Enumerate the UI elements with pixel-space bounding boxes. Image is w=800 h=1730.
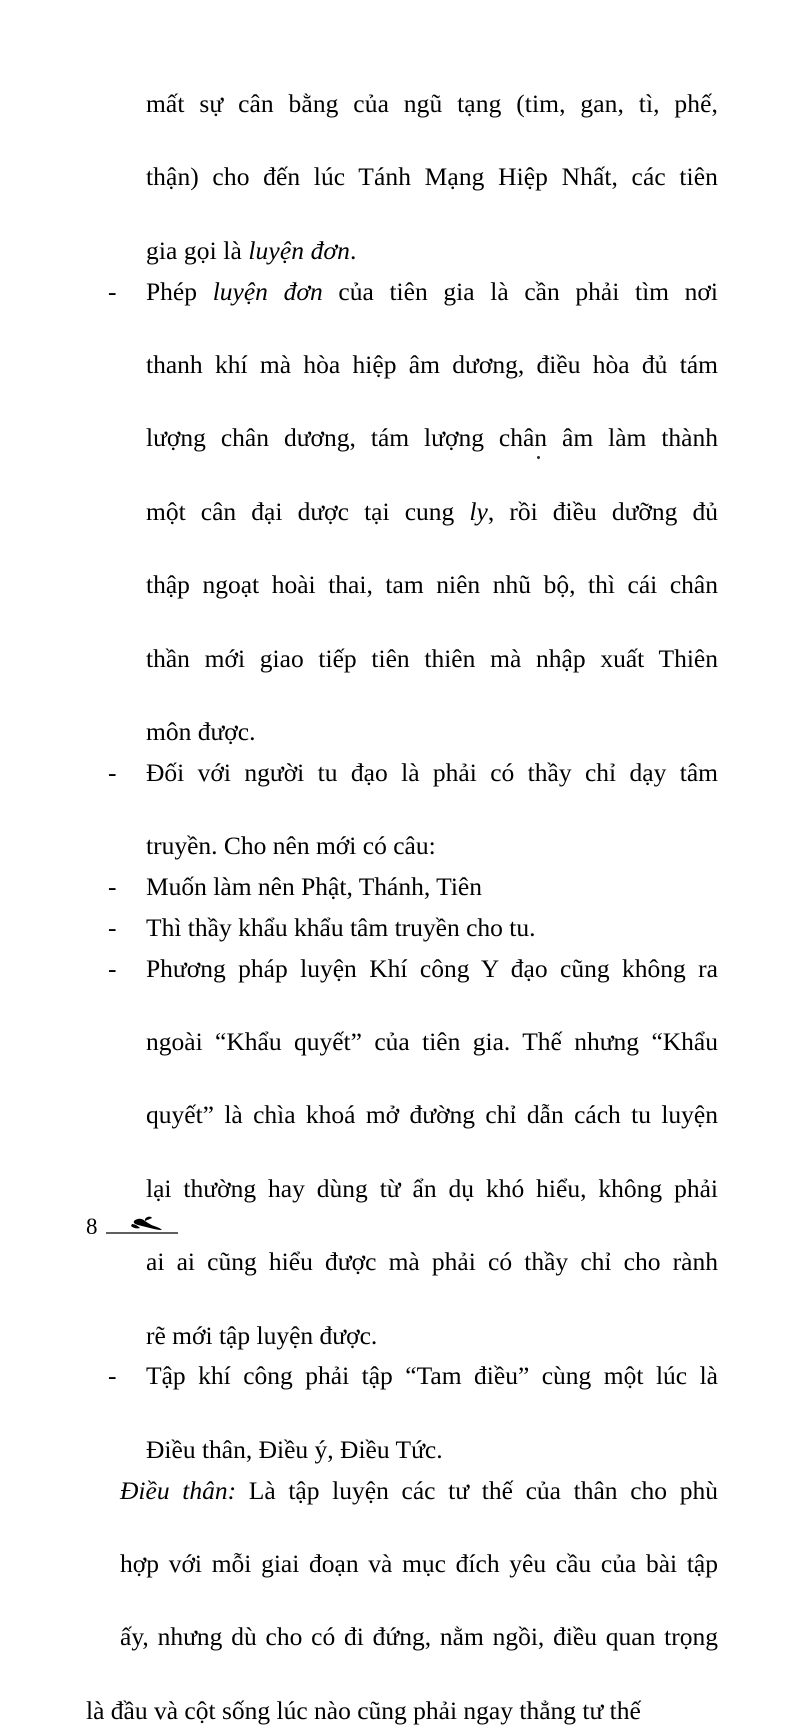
text-line: thận) cho đến lúc Tánh Mạng Hiệp Nhất, các tiên bbox=[146, 162, 718, 192]
text-line bbox=[146, 236, 356, 265]
list-item-text: Muốn làm nên Phật, Thánh, Tiên bbox=[146, 872, 482, 902]
list-item-text bbox=[146, 951, 718, 1355]
bullet-dash: - bbox=[108, 1361, 117, 1391]
text-line: mất sự cân bằng của ngũ tạng (tim, gan, tì, phế, bbox=[146, 89, 718, 118]
text-line bbox=[146, 494, 718, 567]
text-line: rẽ mới tập luyện được. bbox=[146, 1320, 378, 1350]
text-line: quyết” là chìa khoá mở đường chỉ dẫn cách tu luyện bbox=[146, 1100, 718, 1130]
text-line: Điều thân, Điều ý, Điều Tức. bbox=[146, 1434, 443, 1464]
text-line: môn được. bbox=[146, 717, 256, 747]
text-line: thần mới giao tiếp tiên thiên mà nhập xuất Thiên bbox=[146, 643, 718, 673]
text-fragment-italic: luyện đơn bbox=[248, 235, 350, 265]
bullet-dash: - bbox=[108, 953, 117, 983]
list-item bbox=[86, 910, 718, 947]
text-line: lại thường hay dùng từ ẩn dụ khó hiểu, không phải bbox=[146, 1173, 718, 1203]
text-line bbox=[86, 1473, 718, 1546]
list-item-text bbox=[146, 1358, 718, 1468]
text-fragment: gia gọi là bbox=[146, 235, 249, 265]
text-line: Đối với người tu đạo là phải có thầy chỉ dạy tâm bbox=[146, 757, 718, 787]
bullet-dash: - bbox=[108, 872, 117, 902]
list-item bbox=[86, 1358, 718, 1468]
text-line: ai ai cũng hiểu được mà phải có thầy chỉ cho rành bbox=[146, 1247, 718, 1277]
text-fragment: . bbox=[349, 235, 357, 265]
text-fragment: , rồi điều dưỡng đủ bbox=[487, 496, 719, 526]
list-item bbox=[86, 951, 718, 1355]
text-fragment: Phép bbox=[146, 276, 213, 306]
list-item-text: Thì thầy khẩu khẩu tâm truyền cho tu. bbox=[146, 912, 536, 942]
list-item bbox=[86, 869, 718, 906]
paragraph-dieu-than bbox=[86, 1473, 718, 1730]
text-fragment-italic: ly bbox=[469, 496, 488, 526]
text-fragment: một cân đại dược tại cung bbox=[146, 496, 470, 526]
text-line: ấy, nhưng dù cho có đi đứng, nằm ngồi, điều quan trọng bbox=[120, 1622, 718, 1652]
text-fragment: Là tập luyện các tư thế của thân cho phù bbox=[236, 1475, 718, 1505]
bullet-dash: - bbox=[108, 276, 117, 306]
lead-term-italic: Điều thân: bbox=[120, 1475, 237, 1505]
text-line: lượng chân dương, tám lượng chân âm làm thành bbox=[146, 423, 718, 453]
text-line: thanh khí mà hòa hiệp âm dương, điều hòa đủ tám bbox=[146, 350, 718, 380]
text-line: hợp với mỗi giai đoạn và mục đích yêu cầu của bài tập bbox=[120, 1549, 718, 1579]
bullet-dash: - bbox=[108, 912, 117, 942]
text-line: thập ngoạt hoài thai, tam niên nhũ bộ, thì cái chân bbox=[146, 570, 718, 600]
text-line: ngoài “Khẩu quyết” của tiên gia. Thế nhưng “Khẩu bbox=[146, 1026, 718, 1056]
list-item-text bbox=[146, 274, 718, 751]
text-fragment-italic: luyện đơn bbox=[212, 276, 323, 306]
list-item bbox=[86, 274, 718, 751]
text-line: Tập khí công phải tập “Tam điều” cùng một lúc là bbox=[146, 1361, 718, 1391]
text-line: truyền. Cho nên mới có câu: bbox=[146, 831, 436, 861]
footer-ornament-icon bbox=[104, 1212, 180, 1238]
bullet-dash: - bbox=[108, 757, 117, 787]
page-content bbox=[86, 86, 718, 1730]
text-fragment: của tiên gia là cần phải tìm nơi bbox=[322, 276, 718, 306]
text-line bbox=[146, 274, 718, 347]
stray-ink-dot bbox=[537, 456, 540, 459]
page-number: 8 bbox=[86, 1214, 98, 1239]
list-item-text bbox=[146, 755, 718, 865]
text-line: là đầu và cột sống lúc nào cũng phải ngay thẳng tư thế bbox=[86, 1695, 641, 1725]
page-footer bbox=[86, 1212, 180, 1238]
list-item bbox=[86, 755, 718, 865]
paragraph-continuation bbox=[86, 86, 718, 270]
text-line: Phương pháp luyện Khí công Y đạo cũng không ra bbox=[146, 953, 718, 983]
